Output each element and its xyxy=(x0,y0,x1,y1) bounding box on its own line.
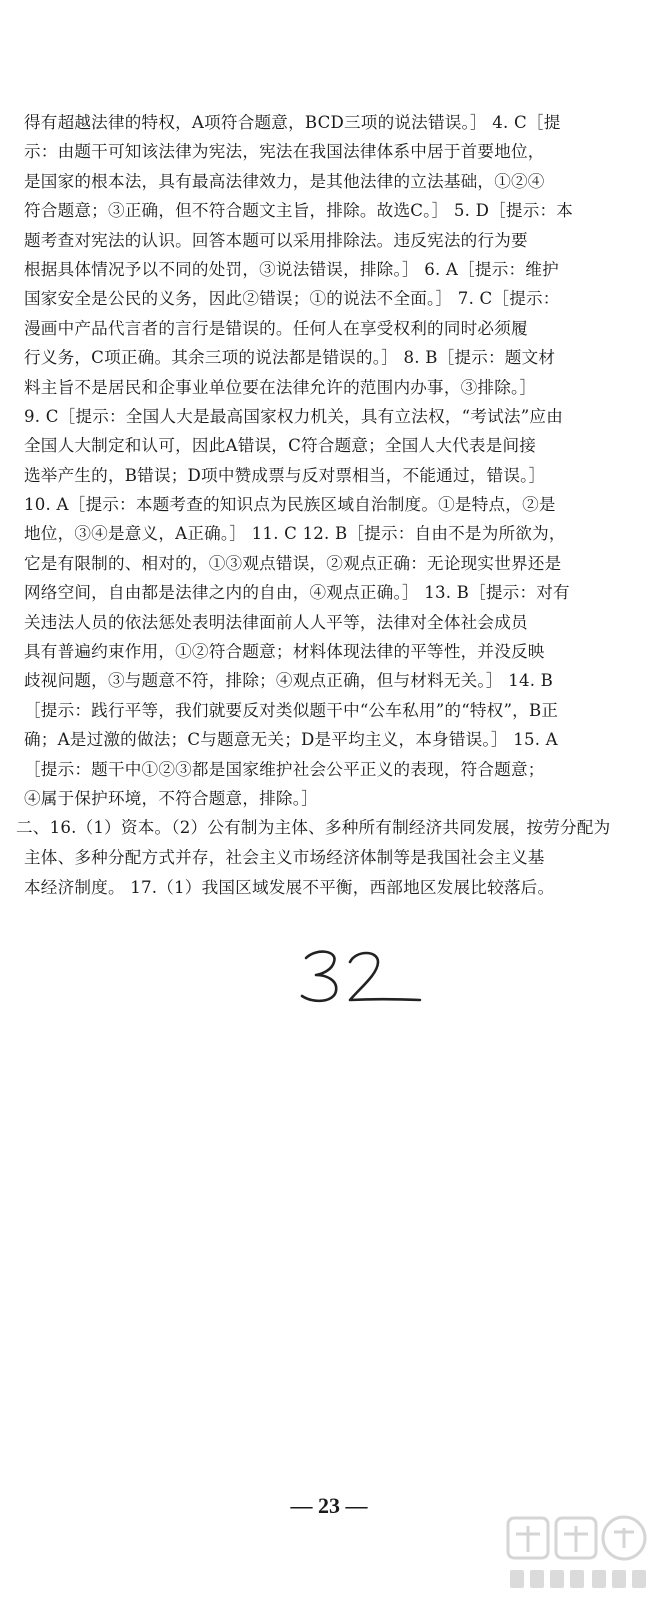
text-line: ④属于保护环境，不符合题意，排除。］ xyxy=(24,788,318,808)
text-line: 题考查对宪法的认识。回答本题可以采用排除法。违反宪法的行为要 xyxy=(24,230,528,250)
answer-text-block xyxy=(16,108,636,903)
watermark-logo xyxy=(502,1512,652,1596)
text-line: 选举产生的，B错误；D项中赞成票与反对票相当，不能通过，错误。］ xyxy=(24,465,546,485)
text-line: 行义务，C项正确。其余三项的说法都是错误的。］ 8. B［提示：题文材 xyxy=(24,348,556,368)
text-line: 全国人大制定和认可，因此A错误，C符合题意；全国人大代表是间接 xyxy=(24,436,537,456)
text-line: 10. A［提示：本题考查的知识点为民族区域自治制度。①是特点，②是 xyxy=(24,495,556,515)
text-line: 歧视问题，③与题意不符，排除；④观点正确，但与材料无关。］ 14. B xyxy=(24,671,554,691)
text-line: ［提示：践行平等，我们就要反对类似题干中“公车私用”的“特权”，B正 xyxy=(24,700,559,720)
handwritten-mark xyxy=(292,944,432,1008)
text-line: 国家安全是公民的义务，因此②错误；①的说法不全面。］ 7. C［提示： xyxy=(24,289,560,309)
section-two-line: 主体、多种分配方式并存，社会主义市场经济体制等是我国社会主义基 xyxy=(24,848,545,868)
text-line: 料主旨不是居民和企事业单位要在法律允许的范围内办事，③排除。］ xyxy=(24,377,537,397)
text-line: 它是有限制的、相对的，①③观点错误，②观点正确：无论现实世界还是 xyxy=(24,553,562,573)
page-number: — 23 — xyxy=(290,1493,368,1518)
text-line: 关违法人员的依法惩处表明法律面前人人平等，法律对全体社会成员 xyxy=(24,612,528,632)
text-line: 9. C［提示：全国人大是最高国家权力机关，具有立法权，“考试法”应由 xyxy=(24,406,563,426)
text-line: 示：由题干可知该法律为宪法，宪法在我国法律体系中居于首要地位， xyxy=(24,142,545,162)
text-line: 网络空间，自由都是法律之内的自由，④观点正确。］ 13. B［提示：对有 xyxy=(24,583,570,603)
section-two-line: 本经济制度。 17.（1）我国区域发展不平衡，西部地区发展比较落后。 xyxy=(24,878,555,898)
text-line: 确；A是过激的做法；C与题意无关；D是平均主义，本身错误。］ 15. A xyxy=(24,730,558,750)
text-line: 根据具体情况予以不同的处罚，③说法错误，排除。］ 6. A［提示：维护 xyxy=(24,259,559,279)
text-line: 符合题意；③正确，但不符合题文主旨，排除。故选C。］ 5. D［提示：本 xyxy=(24,201,574,221)
text-line: 得有超越法律的特权，A项符合题意，BCD三项的说法错误。］ 4. C［提 xyxy=(24,113,561,132)
text-line: 具有普遍约束作用，①②符合题意；材料体现法律的平等性，并没反映 xyxy=(24,642,545,662)
text-line: 地位，③④是意义，A正确。］ 11. C 12. B［提示：自由不是为所欲为， xyxy=(24,524,566,544)
text-line: 漫画中产品代言者的言行是错误的。任何人在享受权利的同时必须履 xyxy=(24,318,528,338)
text-line: 是国家的根本法，具有最高法律效力，是其他法律的立法基础，①②④ xyxy=(24,171,545,191)
section-two-line: 二、16.（1）资本。（2）公有制为主体、多种所有制经济共同发展，按劳分配为 xyxy=(16,818,611,838)
text-line: ［提示：题干中①②③都是国家维护社会公平正义的表现，符合题意； xyxy=(24,759,545,779)
